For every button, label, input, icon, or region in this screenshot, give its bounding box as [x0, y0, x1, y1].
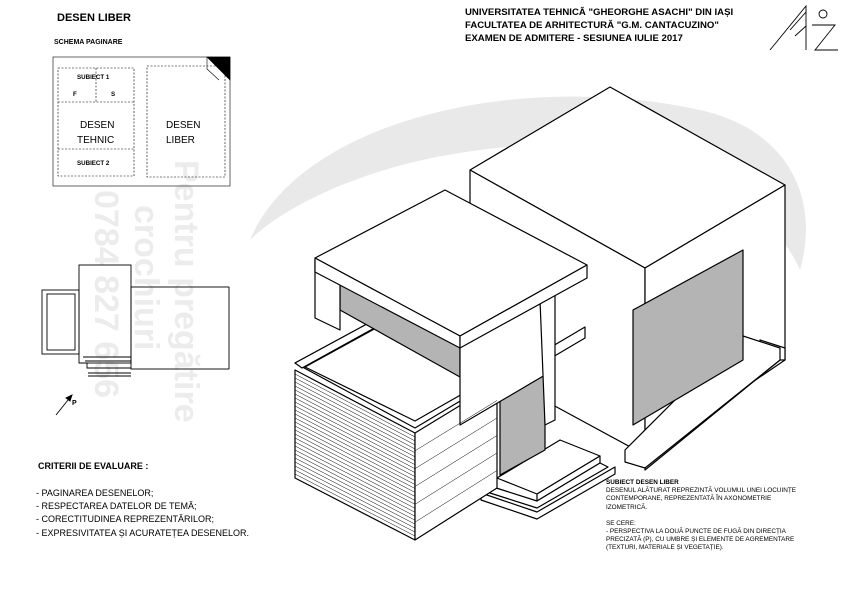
subject-title: SUBIECT DESEN LIBER	[606, 479, 679, 486]
header-university: UNIVERSITATEA TEHNICĂ "GHEORGHE ASACHI" DIN IAȘI	[465, 7, 734, 18]
criteria-list	[36, 487, 249, 540]
criteria-item: - CORECTITUDINEA REPREZENTĂRILOR;	[36, 514, 215, 525]
schema-title: SCHEMA PAGINARE	[54, 39, 123, 46]
subject-description: DESENUL ALĂTURAT REPREZINTĂ VOLUMUL UNEI LOCUINȚE CONTEMPORANE, REPREZENTATĂ ÎN AXONOMETRIE IZOMETRICĂ.	[606, 487, 796, 511]
requirement-title: SE CERE:	[606, 519, 636, 527]
criteria-item: - RESPECTAREA DATELOR DE TEMĂ;	[36, 501, 197, 512]
header-exam: EXAMEN DE ADMITERE - SESIUNEA IULIE 2017	[465, 33, 683, 44]
schema-tehnic-1: DESEN	[80, 120, 115, 131]
schema-tehnic-2: TEHNIC	[77, 135, 115, 146]
criteria-item: - EXPRESIVITATEA ȘI ACURATEȚEA DESENELOR.	[36, 527, 250, 538]
schema-s: S	[111, 91, 116, 98]
schema-subject2: SUBIECT 2	[77, 160, 110, 167]
page-title: DESEN LIBER	[57, 12, 131, 24]
header-faculty: FACULTATEA DE ARHITECTURĂ "G.M. CANTACUZINO"	[465, 20, 719, 31]
watermark-line1: Pentru pregătire	[167, 160, 205, 423]
schema-liber-1: DESEN	[166, 120, 201, 131]
schema-subject1: SUBIECT 1	[77, 74, 110, 81]
watermark-line3: 0784 827 656	[87, 190, 125, 398]
requirement-text: - PERSPECTIVA LA DOUĂ PUNCTE DE FUGĂ DIN DIRECȚIA PRECIZATĂ (P), CU UMBRE ȘI ELEMENTE DE AGREMENTARE (TEXTURI, MATERIALE ȘI VEGETAȚIE).	[606, 528, 795, 552]
watermark-line2: crochiuri	[127, 205, 165, 351]
criteria-title: CRITERII DE EVALUARE :	[38, 461, 149, 471]
criteria-item: - PAGINAREA DESENELOR;	[36, 488, 154, 498]
exam-header	[465, 6, 733, 45]
watermark-text	[87, 160, 205, 423]
schema-liber-2: LIBER	[166, 135, 195, 146]
direction-p-label: P	[72, 400, 77, 407]
schema-f: F	[73, 91, 77, 98]
faculty-logo-icon	[770, 6, 838, 50]
subject-box	[606, 479, 796, 553]
